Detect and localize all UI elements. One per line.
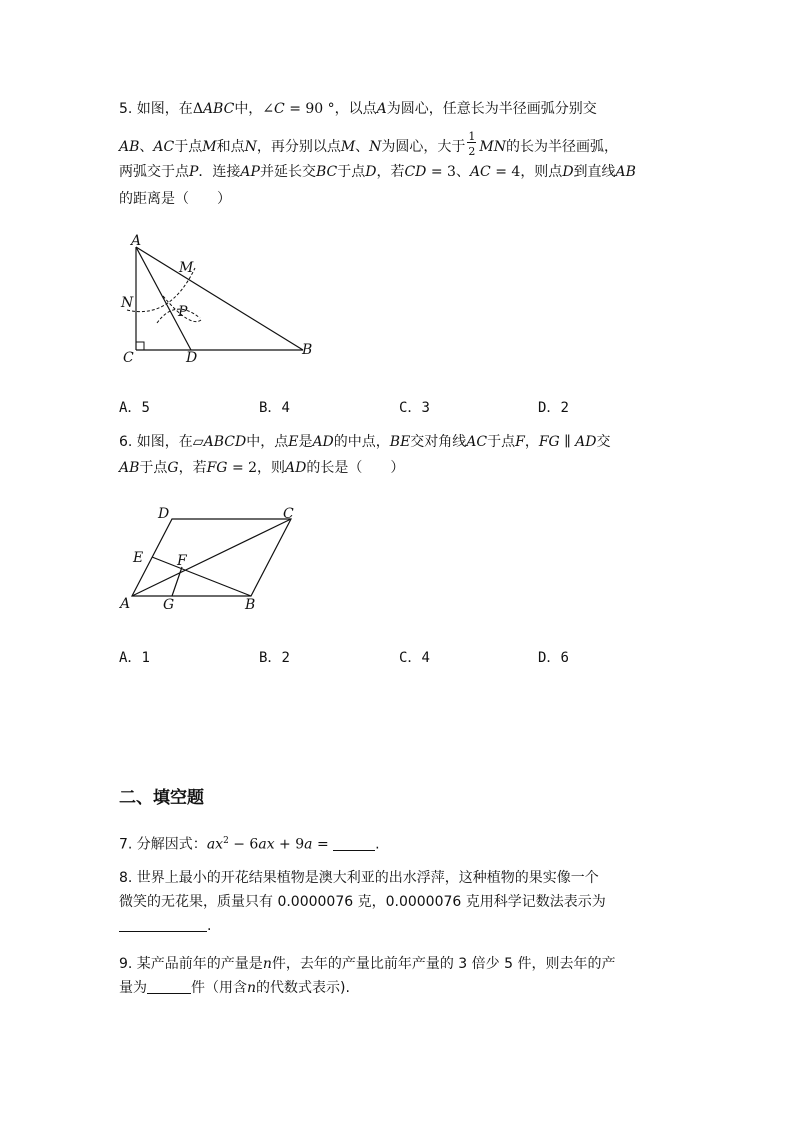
diagonal-ac <box>132 519 291 596</box>
q6-option-c[interactable]: C．4 <box>399 650 430 666</box>
q5-figure-triangle <box>115 228 325 368</box>
q5-line-1: 5. 如图，在ΔABC中，∠C = 90 °，以点A为圆心，任意长为半径画弧分别交 <box>119 101 597 117</box>
q5-option-a[interactable]: A．5 <box>119 400 150 416</box>
label-c: C <box>123 350 134 366</box>
q5-line-3: 两弧交于点P．连接AP并延长交BC于点D，若CD = 3、AC = 4，则点D到直线AB <box>119 164 636 180</box>
q5-option-d[interactable]: D．2 <box>538 400 569 416</box>
label-a: A <box>131 233 142 249</box>
q5-option-b[interactable]: B．4 <box>259 400 290 416</box>
q5-line-2: AB、AC于点M和点N，再分别以点M、N为圆心，大于 $\frac{1}{2}$ MN的长为半径画弧， <box>119 130 619 158</box>
label-d: D <box>158 506 170 522</box>
q7-line: 7. 分解因式：$ax^2 - 6ax + 9a$ = . <box>119 836 380 853</box>
q6-line-2: AB于点G，若FG = 2，则AD的长是（ ） <box>119 460 405 476</box>
label-b: B <box>302 342 313 358</box>
q6-line-1: 6. 如图，在▱ABCD中，点E是AD的中点，BE交对角线AC于点F，FG ∥ AD交 <box>119 434 611 450</box>
label-b: B <box>245 597 256 613</box>
q7-answer-blank[interactable] <box>333 836 375 851</box>
fraction-one-half: $\frac{1}{2}$ <box>468 130 476 158</box>
q5-option-c[interactable]: C．3 <box>399 400 430 416</box>
label-m: M <box>179 260 194 276</box>
q9-line-2: 量为 件（用含n的代数式表示). <box>119 980 350 996</box>
q6-option-d[interactable]: D．6 <box>538 650 569 666</box>
q6-figure-parallelogram <box>115 504 305 616</box>
q5-line-4: 的距离是（ ） <box>119 191 231 207</box>
right-angle-mark <box>136 342 144 350</box>
segment-fg <box>172 567 182 596</box>
q8-line-3: . <box>119 917 211 935</box>
label-f: F <box>177 553 187 569</box>
q9-line-1: 9. 某产品前年的产量是n件，去年的产量比前年产量的 3 倍少 5 件，则去年的产 <box>119 956 616 972</box>
q8-line-2: 微笑的无花果，质量只有 0.0000076 克，0.0000076 克用科学记数法表示为 <box>119 894 606 910</box>
label-g: G <box>163 597 175 613</box>
side-ab <box>136 247 303 350</box>
label-d: D <box>186 350 198 366</box>
label-p: P <box>178 304 188 320</box>
label-e: E <box>133 550 144 566</box>
label-a: A <box>120 596 131 612</box>
q9-answer-blank[interactable] <box>147 979 191 994</box>
label-n: N <box>121 295 134 311</box>
section-heading-fill-in: 二、填空题 <box>119 788 204 808</box>
q6-option-a[interactable]: A．1 <box>119 650 150 666</box>
q6-option-b[interactable]: B．2 <box>259 650 290 666</box>
q8-line-1: 8. 世界上最小的开花结果植物是澳大利亚的出水浮萍，这种植物的果实像一个 <box>119 870 599 886</box>
q8-answer-blank[interactable] <box>119 917 207 932</box>
label-c: C <box>283 506 294 522</box>
